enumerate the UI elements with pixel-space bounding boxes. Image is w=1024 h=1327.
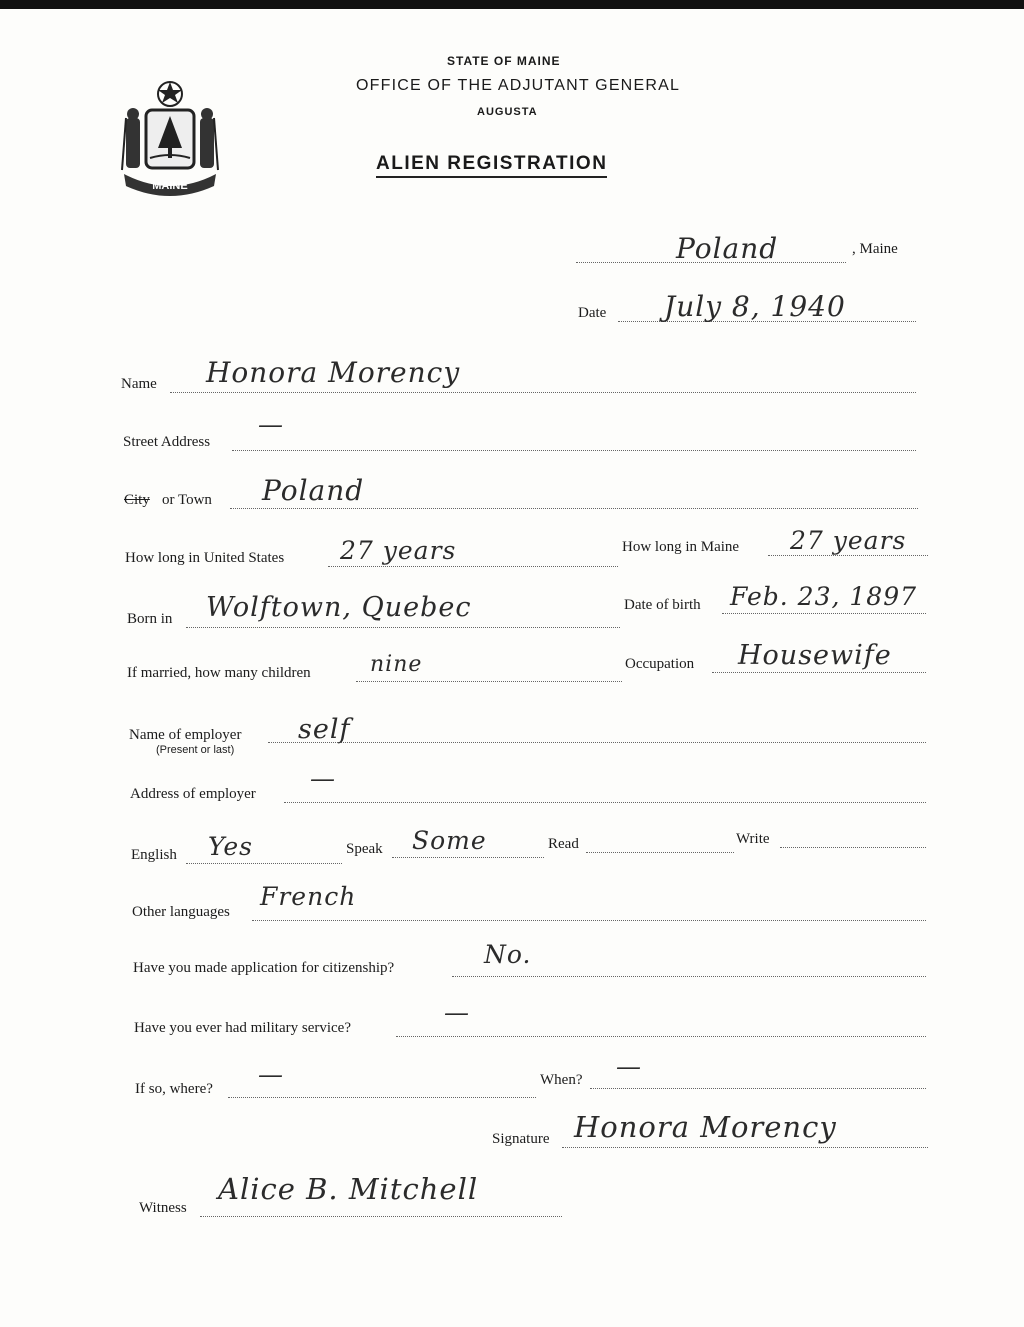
- speak-line: [392, 857, 544, 858]
- town-label: or Town: [162, 492, 212, 508]
- header-city: AUGUSTA: [477, 106, 538, 118]
- other-languages-label: Other languages: [132, 904, 230, 920]
- town-line: [230, 508, 918, 509]
- date-value: July 8, 1940: [664, 290, 846, 323]
- military-label: Have you ever had military service?: [134, 1020, 351, 1036]
- signature-label: Signature: [492, 1131, 550, 1147]
- maine-label: How long in Maine: [622, 539, 740, 555]
- speak-value: Some: [412, 826, 487, 855]
- place-value: Poland: [676, 232, 779, 265]
- employer-address-value: —: [310, 764, 336, 793]
- maine-line: [768, 555, 928, 556]
- english-value: Yes: [208, 832, 253, 861]
- date-label: Date: [578, 305, 607, 321]
- employer-address-line: [284, 802, 926, 803]
- header-state: STATE OF MAINE: [447, 54, 561, 68]
- place-suffix: , Maine: [852, 241, 898, 257]
- dob-line: [722, 613, 926, 614]
- born-line: [186, 627, 620, 628]
- children-value: nine: [370, 652, 423, 677]
- when-label: When?: [540, 1072, 583, 1088]
- english-label: English: [131, 847, 177, 863]
- name-line: [170, 392, 916, 393]
- witness-label: Witness: [139, 1200, 187, 1216]
- english-line: [186, 863, 342, 864]
- us-line: [328, 566, 618, 567]
- us-value: 27 years: [340, 536, 457, 565]
- form-title: ALIEN REGISTRATION: [376, 153, 607, 178]
- military-line: [396, 1036, 926, 1037]
- write-label: Write: [736, 831, 770, 847]
- us-label: How long in United States: [125, 550, 285, 566]
- other-languages-value: French: [260, 882, 357, 911]
- speak-label: Speak: [346, 841, 383, 857]
- born-value: Wolftown, Quebec: [206, 592, 472, 623]
- signature-value: Honora Morency: [574, 1110, 837, 1144]
- scan-top-border: [0, 0, 1024, 9]
- city-struck: City: [124, 492, 150, 508]
- children-line: [356, 681, 622, 682]
- name-value: Honora Morency: [206, 356, 461, 389]
- maine-state-seal: [116, 78, 224, 198]
- read-line: [586, 852, 734, 853]
- employer-address-label: Address of employer: [130, 786, 256, 802]
- citizenship-value: No.: [484, 940, 532, 969]
- other-languages-line: [252, 920, 926, 921]
- military-value: —: [444, 998, 470, 1027]
- read-label: Read: [548, 836, 579, 852]
- children-label: If married, how many children: [127, 665, 311, 681]
- where-label: If so, where?: [135, 1081, 213, 1097]
- occupation-label: Occupation: [625, 656, 695, 672]
- employer-label: Name of employer: [129, 727, 242, 743]
- when-value: —: [616, 1052, 642, 1081]
- occupation-line: [712, 672, 926, 673]
- town-value: Poland: [262, 474, 365, 507]
- name-label: Name: [121, 376, 157, 392]
- dob-value: Feb. 23, 1897: [730, 582, 917, 611]
- write-line: [780, 847, 926, 848]
- witness-value: Alice B. Mitchell: [218, 1172, 479, 1206]
- born-label: Born in: [127, 611, 173, 627]
- street-value: —: [258, 410, 284, 439]
- street-label: Street Address: [123, 434, 211, 450]
- citizenship-line: [452, 976, 926, 977]
- witness-line: [200, 1216, 562, 1217]
- signature-line: [562, 1147, 928, 1148]
- maine-value: 27 years: [790, 526, 907, 555]
- dob-label: Date of birth: [624, 597, 701, 613]
- header-office: OFFICE OF THE ADJUTANT GENERAL: [356, 77, 681, 94]
- citizenship-label: Have you made application for citizenship?: [133, 960, 395, 976]
- street-line: [232, 450, 916, 451]
- employer-line: [268, 742, 926, 743]
- seal-motto-text: MAINE: [152, 180, 188, 192]
- where-value: —: [258, 1060, 284, 1089]
- employer-sublabel: (Present or last): [156, 744, 235, 756]
- when-line: [590, 1088, 926, 1089]
- where-line: [228, 1097, 536, 1098]
- employer-value: self: [298, 714, 351, 745]
- occupation-value: Housewife: [738, 640, 892, 671]
